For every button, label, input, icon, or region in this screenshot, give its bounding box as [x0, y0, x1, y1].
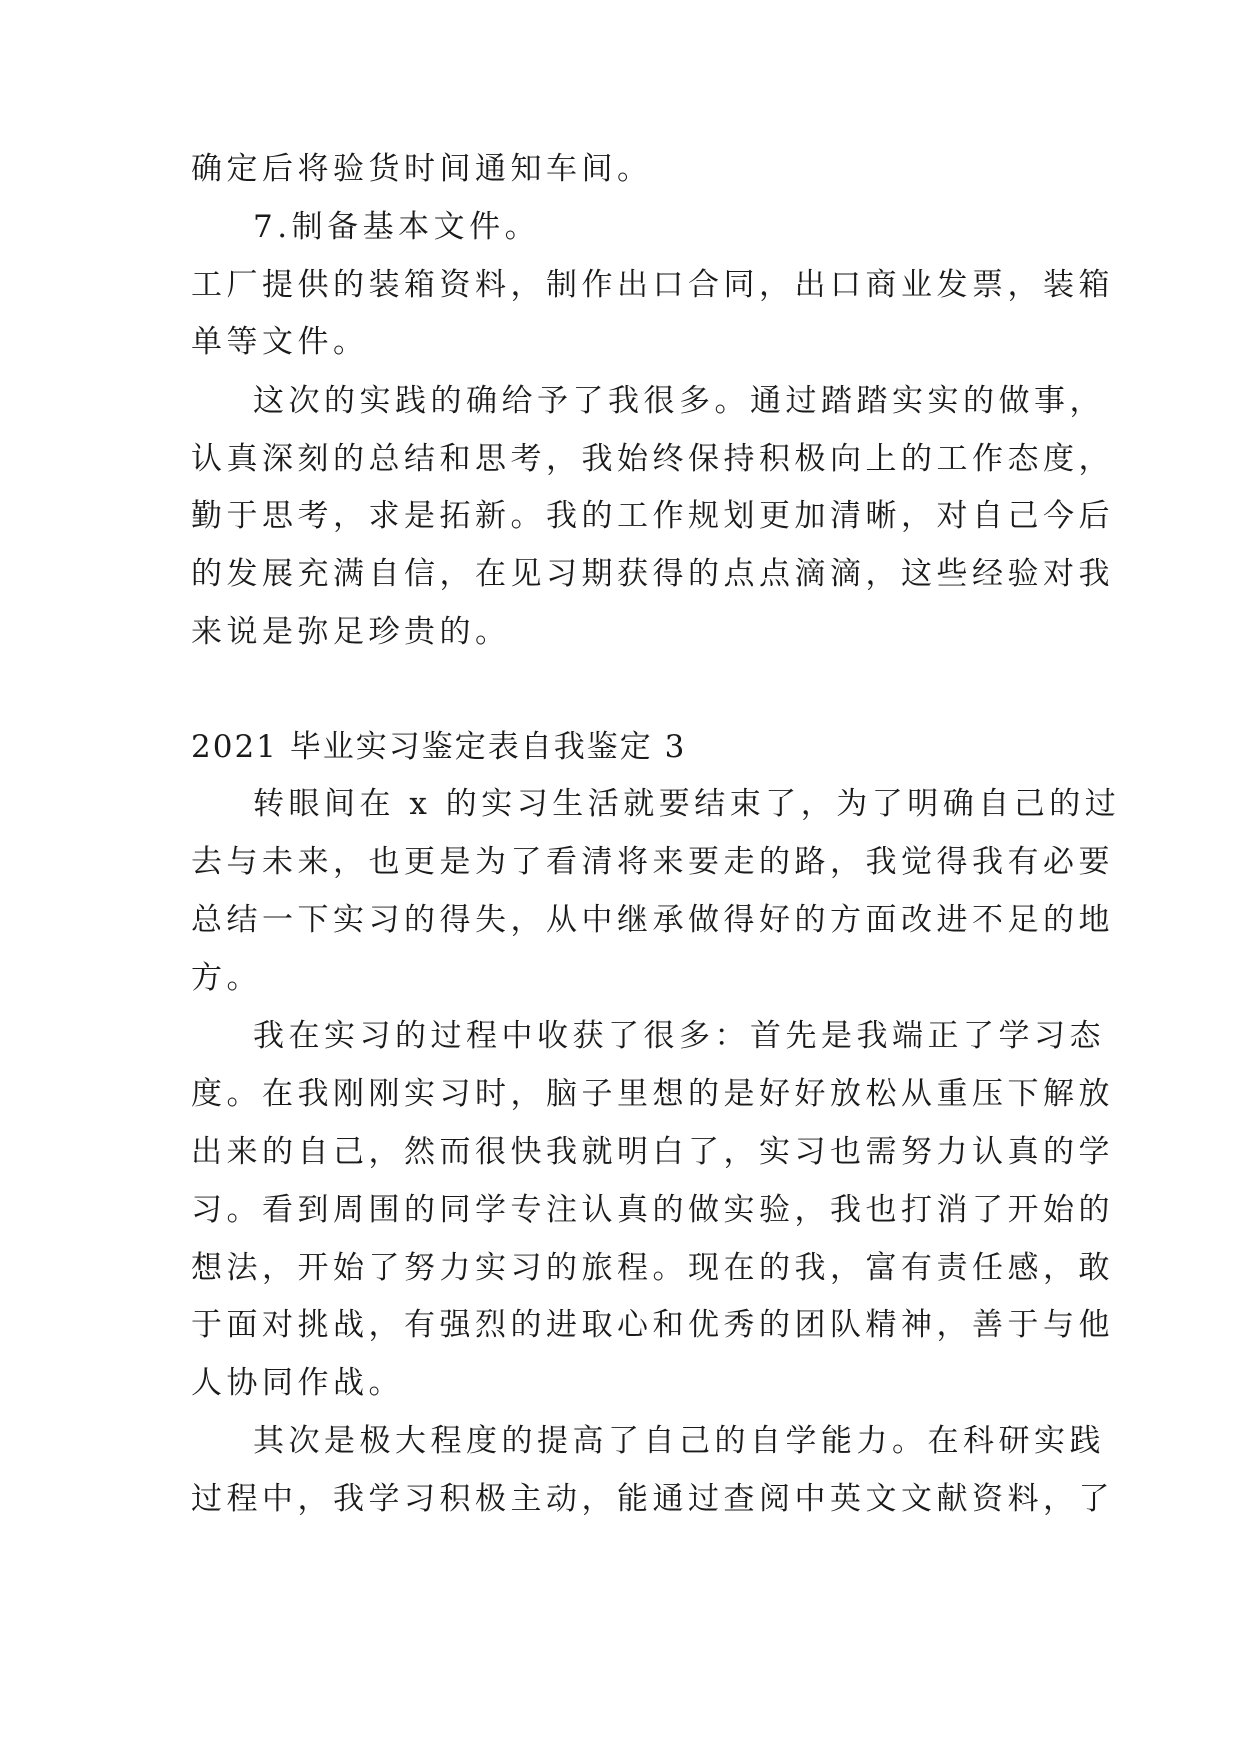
text-line: 其次是极大程度的提高了自己的自学能力。在科研实践	[253, 1423, 1105, 1459]
section-heading: 2021 毕业实习鉴定表自我鉴定 3	[191, 729, 687, 765]
text-line: 方。	[191, 960, 262, 996]
text-line: 确定后将验货时间通知车间。	[191, 151, 653, 187]
text-line: 这次的实践的确给予了我很多。通过踏踏实实的做事，	[253, 383, 1105, 419]
text-line: 认真深刻的总结和思考，我始终保持积极向上的工作态度，	[191, 441, 1114, 477]
text-line: 去与未来，也更是为了看清将来要走的路，我觉得我有必要	[191, 844, 1114, 880]
text-line: 出来的自己，然而很快我就明白了，实习也需努力认真的学	[191, 1134, 1114, 1170]
text-line: 7.制备基本文件。	[253, 209, 541, 245]
text-line: 来说是弥足珍贵的。	[191, 614, 511, 650]
text-line: 总结一下实习的得失，从中继承做得好的方面改进不足的地	[191, 902, 1114, 938]
text-line: 过程中，我学习积极主动，能通过查阅中英文文献资料，了	[191, 1481, 1114, 1517]
text-line: 的发展充满自信，在见习期获得的点点滴滴，这些经验对我	[191, 556, 1114, 592]
text-line: 人协同作战。	[191, 1365, 404, 1401]
text-line: 于面对挑战，有强烈的进取心和优秀的团队精神，善于与他	[191, 1307, 1114, 1343]
text-line: 勤于思考，求是拓新。我的工作规划更加清晰，对自己今后	[191, 498, 1114, 534]
text-line: 工厂提供的装箱资料，制作出口合同，出口商业发票，装箱	[191, 267, 1114, 303]
text-line: 单等文件。	[191, 324, 369, 360]
text-line: 度。在我刚刚实习时，脑子里想的是好好放松从重压下解放	[191, 1076, 1114, 1112]
text-line: 想法，开始了努力实习的旅程。现在的我，富有责任感，敢	[191, 1250, 1114, 1286]
text-line: 我在实习的过程中收获了很多：首先是我端正了学习态	[253, 1018, 1105, 1054]
text-line: 转眼间在 x 的实习生活就要结束了，为了明确自己的过	[253, 786, 1121, 822]
text-line: 习。看到周围的同学专注认真的做实验，我也打消了开始的	[191, 1192, 1114, 1228]
